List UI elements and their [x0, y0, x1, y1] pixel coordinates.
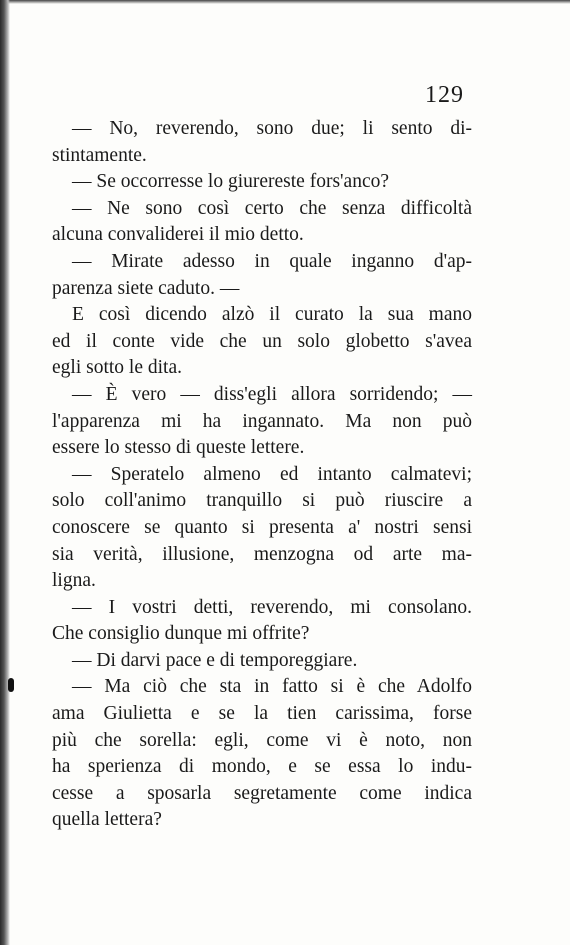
text-line: ama Giulietta e se la tien carissima, forse: [52, 703, 472, 725]
text-line: l'apparenza mi ha ingannato. Ma non può: [52, 410, 472, 432]
text-line: E così dicendo alzò il curato la sua mano: [72, 304, 472, 326]
text-line: sia verità, illusione, menzogna od arte ma-: [52, 543, 472, 565]
text-line: — Speratelo almeno ed intanto calmatevi;: [72, 463, 472, 485]
text-line: — Di darvi pace e di temporeggiare.: [72, 649, 358, 671]
text-line: alcuna convaliderei il mio detto.: [52, 224, 304, 246]
text-line: essere lo stesso di queste lettere.: [52, 437, 305, 459]
text-line: — Ne sono così certo che senza difficoltà: [72, 197, 472, 219]
text-line: parenza siete caduto. —: [52, 277, 240, 299]
body-text: [52, 116, 472, 834]
text-line: ha sperienza di mondo, e se essa lo indu-: [52, 756, 472, 778]
text-line: — Se occorresse lo giurereste fors'anco?: [72, 171, 390, 193]
text-line: quella lettera?: [52, 809, 162, 831]
page-number: 129: [425, 82, 464, 108]
text-line: più che sorella: egli, come vi è noto, non: [52, 729, 472, 751]
text-line: solo coll'animo tranquillo si può riuscire a: [52, 490, 472, 512]
book-spine-shadow: [0, 0, 10, 945]
spine-mark: [8, 678, 14, 692]
text-line: — È vero — diss'egli allora sorridendo; —: [72, 383, 472, 405]
text-line: — Ma ciò che sta in fatto si è che Adolfo: [72, 676, 472, 698]
text-line: — Mirate adesso in quale inganno d'ap-: [72, 250, 472, 272]
text-line: ed il conte vide che un solo globetto s'avea: [52, 330, 472, 352]
text-line: ligna.: [52, 570, 96, 592]
text-line: conoscere se quanto si presenta a' nostri sensi: [52, 516, 472, 538]
text-line: egli sotto le dita.: [52, 357, 182, 379]
text-line: cesse a sposarla segretamente come indica: [52, 782, 472, 804]
text-line: stintamente.: [52, 144, 147, 166]
text-line: — I vostri detti, reverendo, mi consolano.: [72, 596, 472, 618]
page-top-edge: [0, 0, 570, 4]
text-line: Che consiglio dunque mi offrite?: [52, 623, 310, 645]
text-line: — No, reverendo, sono due; li sento di-: [72, 118, 472, 139]
